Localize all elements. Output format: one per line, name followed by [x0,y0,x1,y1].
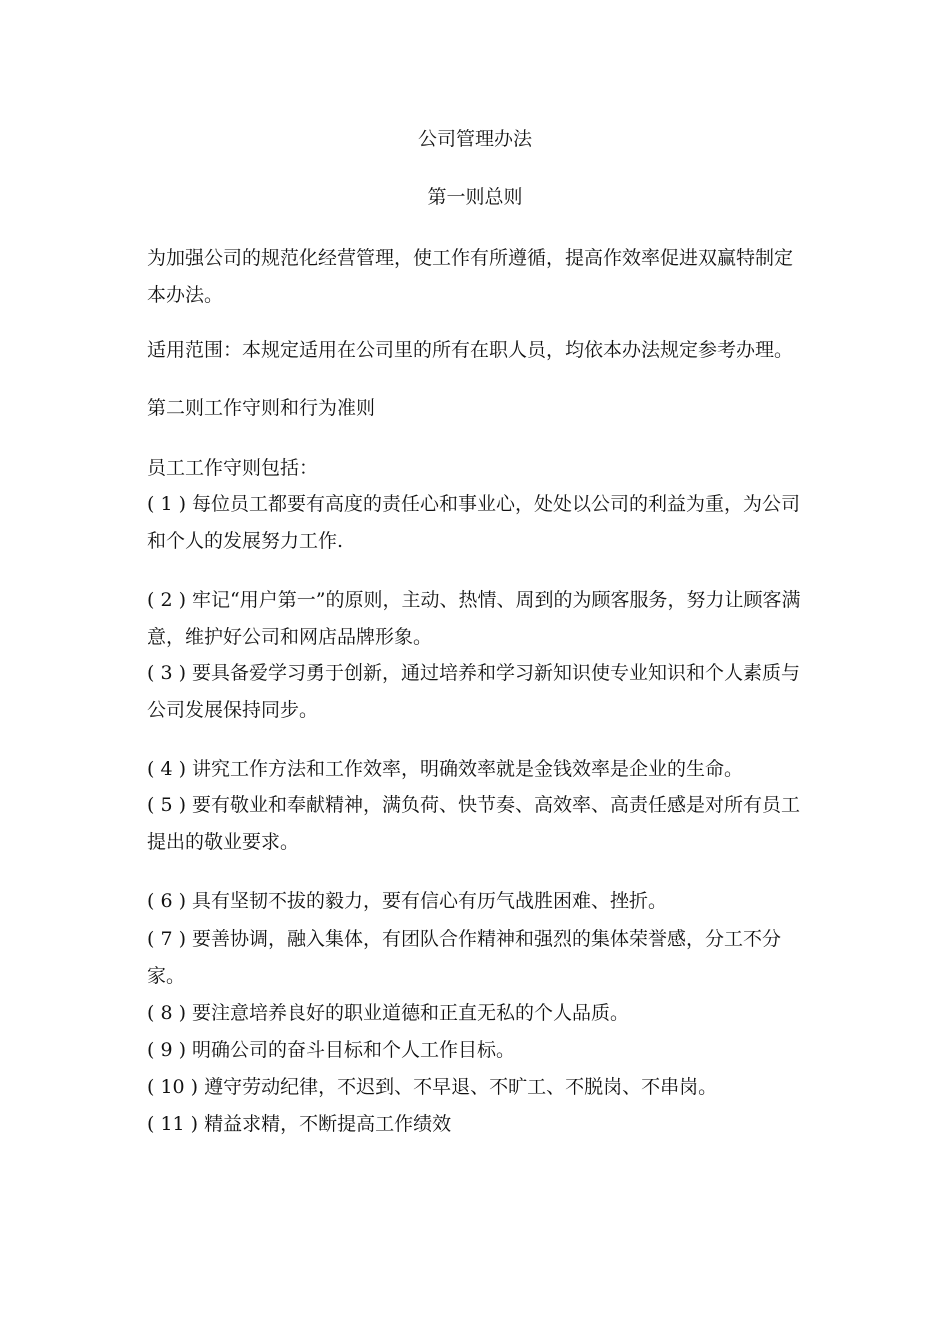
document-title: 公司管理办法 [417,128,532,150]
rule-item-2: ( 2 ) 牢记“用户第一”的原则，主动、热情、周到的为顾客服务，努力让顾客满意，维护好公司和网店品牌形象。 [147,589,801,648]
chapter-1-heading: 第一则总则 [427,186,523,208]
rule-item-4: ( 4 ) 讲究工作方法和工作效率，明确效率就是金钱效率是企业的生命。 [147,758,744,780]
scope-paragraph: 适用范围：本规定适用在公司里的所有在职人员，均依本办法规定参考办理。 [147,339,794,361]
rule-item-5: ( 5 ) 要有敬业和奉献精神，满负荷、快节奏、高效率、高责任感是对所有员工提出的敬业要求。 [147,794,801,853]
rule-item-10: ( 10 ) 遵守劳动纪律，不迟到、不早退、不旷工、不脱岗、不串岗。 [147,1076,718,1098]
chapter-2-heading: 第二则工作守则和行为准则 [147,397,376,419]
rule-item-8: ( 8 ) 要注意培养良好的职业道德和正直无私的个人品质。 [147,1002,630,1024]
rule-item-7: ( 7 ) 要善协调，融入集体，有团队合作精神和强烈的集体荣誉感，分工不分家。 [147,928,782,987]
rule-item-1: ( 1 ) 每位员工都要有高度的责任心和事业心，处处以公司的利益为重，为公司和个人的发展努力工作. [147,493,801,552]
purpose-paragraph: 为加强公司的规范化经营管理，使工作有所遵循，提高作效率促进双赢特制定本办法。 [147,247,794,306]
rules-intro: 员工工作守则包括： [147,457,319,479]
rule-item-11: ( 11 ) 精益求精，不断提高工作绩效 [147,1113,452,1135]
rule-item-6: ( 6 ) 具有坚韧不拔的毅力，要有信心有历气战胜困难、挫折。 [147,890,668,912]
rule-item-3: ( 3 ) 要具备爱学习勇于创新，通过培养和学习新知识使专业知识和个人素质与公司发展保持同步。 [147,662,801,721]
rule-item-9: ( 9 ) 明确公司的奋斗目标和个人工作目标。 [147,1039,516,1061]
